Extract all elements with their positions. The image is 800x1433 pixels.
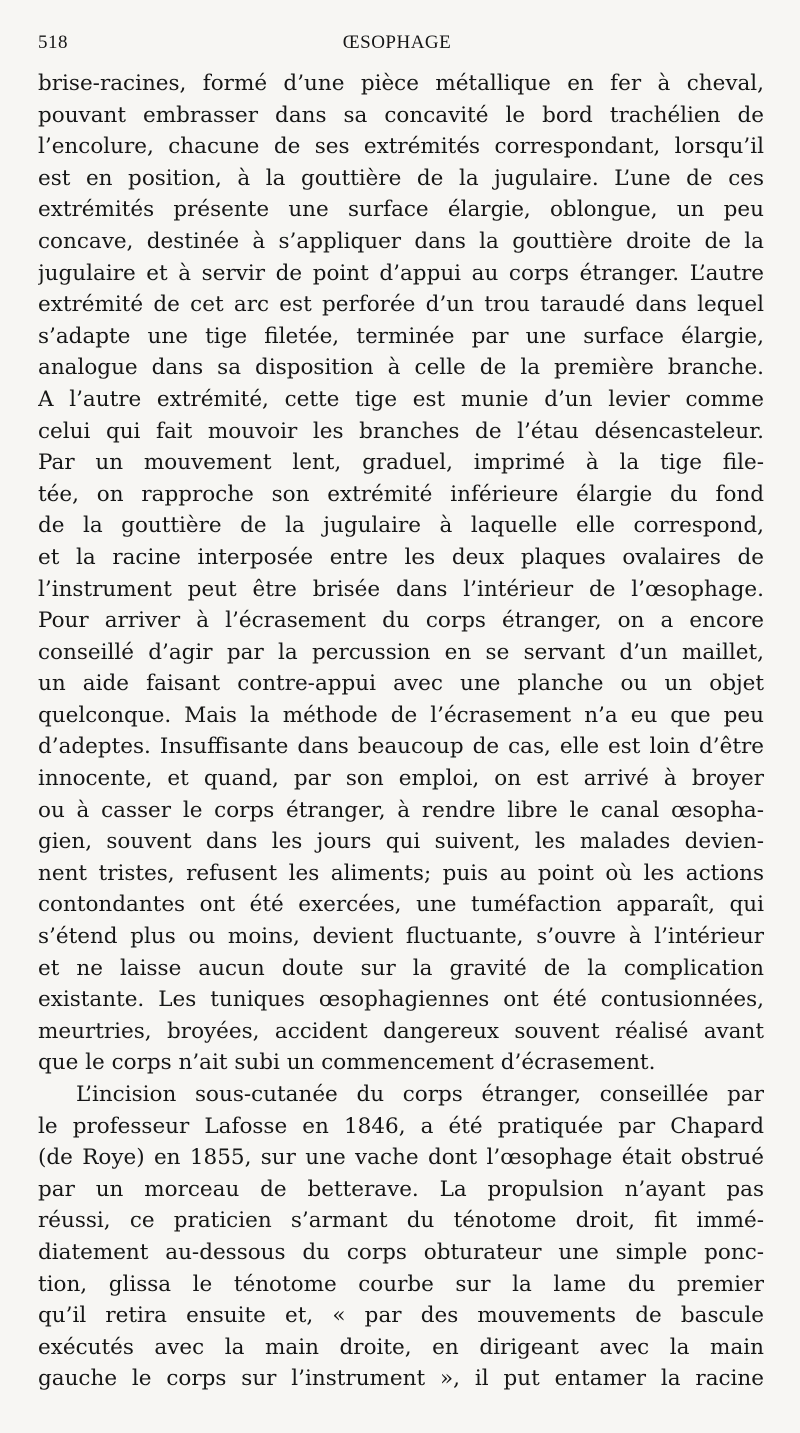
text-line: tion, glissa le ténotome courbe sur la lame du premier xyxy=(38,1271,764,1297)
text-line: contondantes ont été exercées, une tuméfaction apparaît, qui xyxy=(38,892,764,918)
text-line: l’instrument peut être brisée dans l’intérieur de l’œsophage. xyxy=(38,576,764,602)
text-line: A l’autre extrémité, cette tige est munie d’un levier comme xyxy=(38,386,764,412)
text-line: existante. Les tuniques œsophagiennes ont été contusionnées, xyxy=(38,987,764,1013)
text-line: (de Roye) en 1855, sur une vache dont l’œsophage était obstrué xyxy=(38,1145,764,1171)
text-line: concave, destinée à s’appliquer dans la gouttière droite de la xyxy=(38,228,764,254)
body-text xyxy=(38,68,764,1395)
text-line: s’étend plus ou moins, devient fluctuante, s’ouvre à l’intérieur xyxy=(38,924,764,950)
text-line: le professeur Lafosse en 1846, a été pratiquée par Chapard xyxy=(38,1113,764,1139)
text-line: celui qui fait mouvoir les branches de l’étau désencasteleur. xyxy=(38,418,764,444)
text-line: et ne laisse aucun doute sur la gravité de la complication xyxy=(38,955,764,981)
running-title: ŒSOPHAGE xyxy=(342,32,452,53)
text-line: un aide faisant contre-appui avec une planche ou un objet xyxy=(38,671,764,697)
text-line: de la gouttière de la jugulaire à laquelle elle correspond, xyxy=(38,513,764,539)
text-line: brise-racines, formé d’une pièce métallique en fer à cheval, xyxy=(38,71,764,96)
text-line: est en position, à la gouttière de la jugulaire. L’une de ces xyxy=(38,165,764,191)
text-line: gauche le corps sur l’instrument », il put entamer la racine xyxy=(38,1366,764,1392)
text-line: innocente, et quand, par son emploi, on est arrivé à broyer xyxy=(38,766,764,792)
text-line: pouvant embrasser dans sa concavité le bord trachélien de xyxy=(38,102,764,128)
text-line: exécutés avec la main droite, en dirigeant avec la main xyxy=(38,1334,764,1360)
text-line: Pour arriver à l’écrasement du corps étranger, on a encore xyxy=(38,608,764,634)
text-line: par un morceau de betterave. La propulsion n’ayant pas xyxy=(38,1176,764,1202)
text-line: l’encolure, chacune de ses extrémités correspondant, lorsqu’il xyxy=(38,134,764,160)
text-line: meurtries, broyées, accident dangereux souvent réalisé avant xyxy=(38,1018,764,1044)
page-header xyxy=(34,32,760,58)
text-line: qu’il retira ensuite et, « par des mouvements de bascule xyxy=(38,1303,764,1329)
text-line: réussi, ce praticien s’armant du ténotome droit, fit immé- xyxy=(38,1208,764,1234)
text-line: analogue dans sa disposition à celle de la première branche. xyxy=(38,355,764,381)
text-line: L’incision sous-cutanée du corps étranger, conseillée par xyxy=(76,1082,764,1107)
text-line: que le corps n’ait subi un commencement d’écrasement. xyxy=(38,1050,656,1076)
text-line: jugulaire et à servir de point d’appui au corps étranger. L’autre xyxy=(38,260,764,286)
text-line: extrémité de cet arc est perforée d’un trou taraudé dans lequel xyxy=(38,292,764,318)
page-number: 518 xyxy=(38,32,68,53)
text-line: et la racine interposée entre les deux plaques ovalaires de xyxy=(38,544,764,570)
text-line: conseillé d’agir par la percussion en se servant d’un maillet, xyxy=(38,639,764,665)
text-line: tée, on rapproche son extrémité inférieure élargie du fond xyxy=(38,481,764,507)
text-line: gien, souvent dans les jours qui suivent, les malades devien- xyxy=(38,829,764,855)
text-line: extrémités présente une surface élargie, oblongue, un peu xyxy=(38,197,764,223)
text-line: ou à casser le corps étranger, à rendre libre le canal œsopha- xyxy=(38,797,764,823)
text-line: quelconque. Mais la méthode de l’écrasement n’a eu que peu xyxy=(38,702,764,728)
text-line: nent tristes, refusent les aliments; puis au point où les actions xyxy=(38,860,764,886)
text-line: d’adeptes. Insuffisante dans beaucoup de cas, elle est loin d’être xyxy=(38,734,764,760)
text-line: s’adapte une tige filetée, terminée par une surface élargie, xyxy=(38,323,764,349)
text-line: diatement au-dessous du corps obturateur une simple ponc- xyxy=(38,1239,764,1265)
text-line: Par un mouvement lent, graduel, imprimé à la tige file- xyxy=(38,450,764,476)
